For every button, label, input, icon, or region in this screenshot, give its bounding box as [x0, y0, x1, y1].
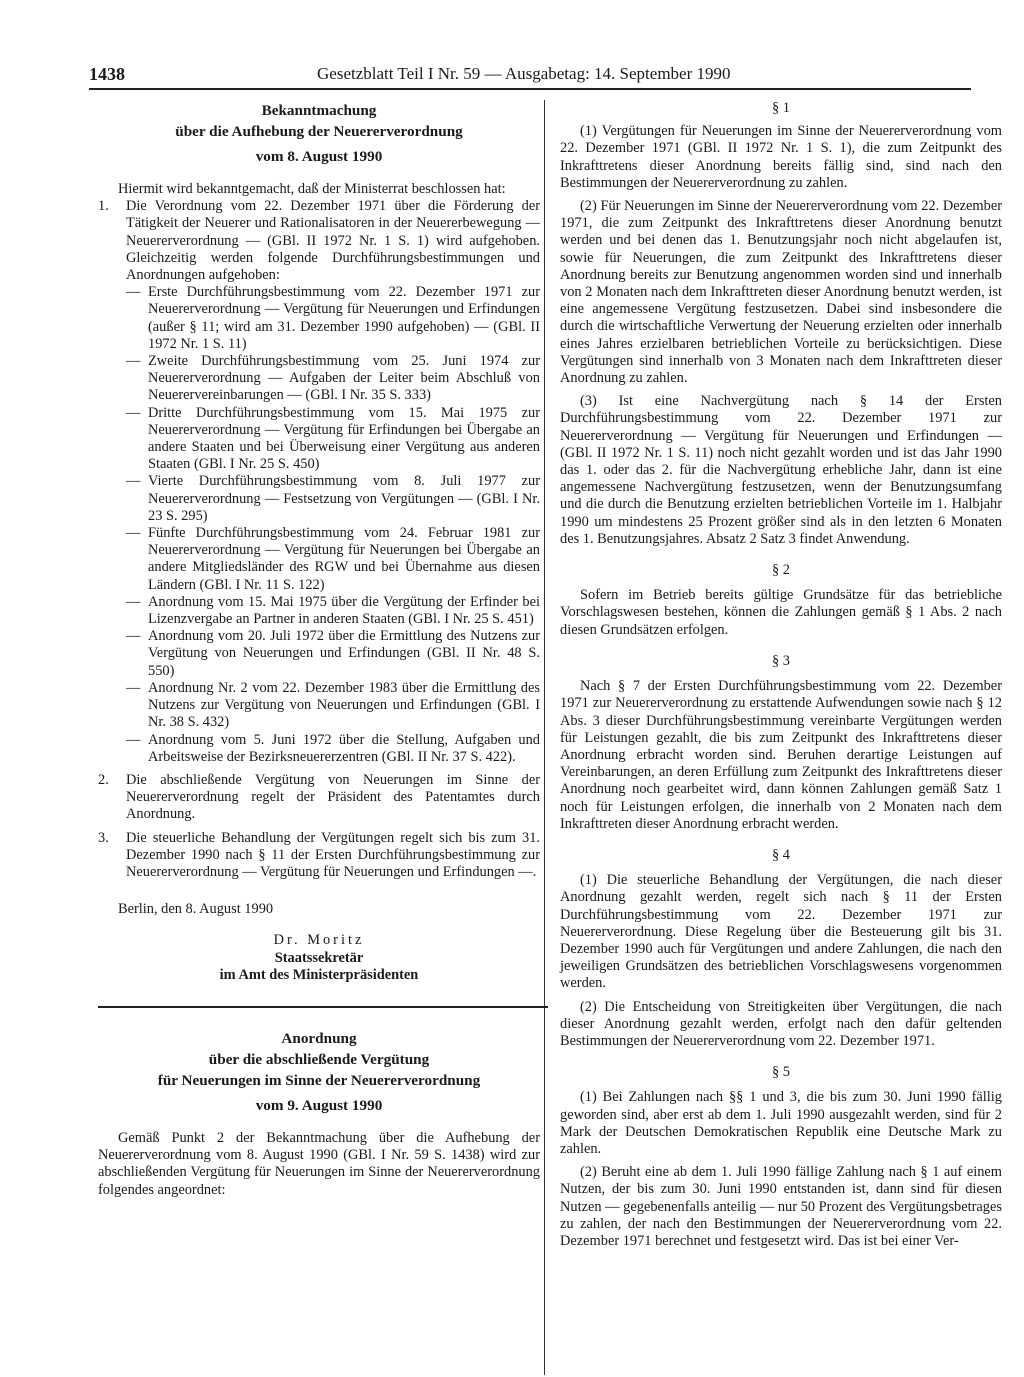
item-number: 1.	[98, 198, 109, 215]
left-column	[98, 100, 540, 1199]
item-text: Die Verordnung vom 22. Dezember 1971 über die Förderung der Tätigkeit der Neuerer und Rationalisatoren in der Neuererbewegung — Neuererverordnung — (GBl. II 1972 Nr. 1 S. 1) wird aufgehoben. Gleichzeitig werden folgende Durchführungsbestimmungen und Anordnungen aufgehoben:	[126, 198, 540, 284]
notice1-item-3	[98, 830, 540, 882]
section-5-title: § 5	[772, 1064, 790, 1081]
item-text: Die steuerliche Behandlung der Vergütungen regelt sich bis zum 31. Dezember 1990 nach § 11 der Ersten Durchführungsbestimmung zur Neuererverordnung — Vergütung für Neuerungen und Erfindungen —.	[126, 829, 540, 880]
notice1-heading-line2: über die Aufhebung der Neuererverordnung	[175, 123, 463, 140]
notice1-item-1	[98, 198, 540, 284]
right-column	[560, 100, 1002, 1250]
notice1-heading-line1: Bekanntmachung	[261, 102, 377, 119]
section-1-para-3: (3) Ist eine Nachvergütung nach § 14 der Ersten Durchführungsbestimmung vom 22. Dezember 1971 zur Neuererverordnung — Vergütung für Neuerungen und Erfindungen — (GBl. II 1972 Nr. 1 S. 11) noch nicht gezahlt worden und ist das Jahr 1990 das 1. oder das 2. für die Nachvergütung erhebliche Jahr, dann ist eine angemessene Nachvergütung festzusetzen, wenn der Benutzungsumfang und die durch die Benutzung erzielten betrieblichen Vorteile im 1. Halbjahr 1990 um mindestens 25 Prozent größer sind als in den letzten 6 Monaten des 1. Benutzungsjahres. Absatz 2 Satz 3 findet Anwendung.	[560, 393, 1002, 547]
notice1-heading	[98, 100, 540, 167]
section-4-para-2: (2) Die Entscheidung von Streitigkeiten über Vergütungen, die nach dieser Anordnung gezahlt werden, erfolgt nach den dafür geltenden Bestimmungen der Neuererverordnung vom 22. Dezember 1971.	[560, 998, 1002, 1049]
item-text: Die abschließende Vergütung von Neuerungen im Sinne der Neuererverordnung regelt der Präsident des Patentamtes durch Anordnung.	[126, 771, 540, 823]
section-5-para-2: (2) Beruht eine ab dem 1. Juli 1990 fällige Zahlung nach § 1 auf einem Nutzen, der bis zum 30. Juni 1990 entstanden ist, dann sind für diesen Nutzen — gegebenenfalls anteilig — nur 50 Prozent des Vergütungsbetrages zu zahlen, der nach den Bestimmungen der Neuererverordnung vom 22. Dezember 1971 berechnet und festgesetzt wird. Das ist bei einer Ver-	[560, 1164, 1002, 1249]
dash-item: — Vierte Durchführungsbestimmung vom 8. Juli 1977 zur Neuererverordnung — Festsetzung von Vergütungen — (GBl. I Nr. 23 S. 295)	[126, 473, 540, 524]
dash-item: — Dritte Durchführungsbestimmung vom 15. Mai 1975 zur Neuererverordnung — Vergütung für Erfindungen bei Übergabe an andere Staaten und bei Überweisung einer Vergütung aus anderen Staaten (GBl. I Nr. 25 S. 450)	[126, 404, 540, 473]
item-number: 2.	[98, 771, 109, 788]
section-2-title: § 2	[772, 562, 790, 579]
notice1-item-2	[98, 772, 540, 824]
notice2-heading	[98, 1028, 540, 1116]
page-header	[89, 62, 969, 86]
notice2-heading-line4: vom 9. August 1990	[255, 1096, 383, 1114]
signatory-office: im Amt des Ministerpräsidenten	[219, 966, 419, 983]
header-rule	[89, 88, 971, 90]
gazette-title: Gesetzblatt Teil I Nr. 59 — Ausgabetag: 14. September 1990	[317, 64, 731, 83]
dash-item: — Fünfte Durchführungsbestimmung vom 24. Februar 1981 zur Neuererverordnung — Vergütung für Neuerungen bei Übergabe an andere Mitgliedsländer des RGW und bei Übernahme aus diesen Ländern (GBl. I Nr. 11 S. 122)	[126, 525, 540, 593]
dash-item: — Anordnung vom 15. Mai 1975 über die Vergütung der Erfinder bei Lizenzvergabe an Partner in anderen Staaten (GBl. I Nr. 25 S. 451)	[126, 593, 540, 628]
notice1-intro: Hiermit wird bekanntgemacht, daß der Ministerrat beschlossen hat:	[118, 181, 506, 197]
section-1-para-2: (2) Für Neuerungen im Sinne der Neuererverordnung vom 22. Dezember 1971, die zum Zeitpunkt des Inkrafttretens dieser Anordnung benutzt werden und bei denen das 1. Benutzungsjahr noch nicht abgelaufen ist, sowie für Neuerungen, die zum Zeitpunkt des Inkrafttretens dieser Anordnung bereits zur Benutzung angenommen worden sind und innerhalb von 2 Monaten nach dem Inkrafttreten dieser Anordnung benutzt werden, ist eine angemessene Vergütung festzusetzen. Dabei sind insbesondere die durch die wirtschaftliche Verwertung der Neuerung erzielten oder innerhalb eines Jahres erzielbaren betrieblichen Vorteile zu berücksichtigen. Diese Vergütungen sind innerhalb von 3 Monaten nach dem Inkrafttreten dieser Anordnung zu zahlen.	[560, 198, 1002, 387]
notice1-heading-line3: vom 8. August 1990	[255, 148, 383, 165]
section-1-para-1: (1) Vergütungen für Neuerungen im Sinne der Neuererverordnung vom 22. Dezember 1971 (GBl. II 1972 Nr. 1 S. 1), die zum Zeitpunkt des Inkrafttretens dieser Anordnung bereits fällig sind, sind nach den Bestimmungen der Neuererverordnung zu zahlen.	[560, 123, 1002, 191]
notice2-heading-line3: für Neuerungen im Sinne der Neuererverordnung	[157, 1071, 481, 1089]
section-separator	[98, 1006, 548, 1008]
section-4-title: § 4	[772, 846, 790, 863]
section-2-para-1: Sofern im Betrieb bereits gültige Grundsätze für das betriebliche Vorschlagswesen bestehen, können die Zahlungen gemäß § 1 Abs. 2 nach diesen Grundsätzen erfolgen.	[560, 587, 1002, 638]
dash-item: — Erste Durchführungsbestimmung vom 22. Dezember 1971 zur Neuererverordnung — Vergütung für Neuerungen und Erfindungen (außer § 11; wird am 31. Dezember 1990 aufgehoben) — (GBl. II 1972 Nr. 1 S. 11)	[126, 284, 540, 352]
signatory-name: Dr. Moritz	[273, 932, 365, 949]
section-4-para-1: (1) Die steuerliche Behandlung der Vergütungen, die nach dieser Anordnung gezahlt werden, regelt sich nach § 11 der Ersten Durchführungsbestimmung vom 22. Dezember 1971 zur Neuererverordnung. Diese Regelung über die Besteuerung gilt bis 31. Dezember 1990 auch für Vergütungen und andere Zahlungen, die nach den jeweiligen Grundsätzen des betrieblichen Vorschlagswesens vorgenommen werden.	[560, 872, 1002, 992]
dash-item: — Zweite Durchführungsbestimmung vom 25. Juni 1974 zur Neuererverordnung — Aufgaben der Leiter beim Abschluß von Neuerervereinbarungen — (GBl. I Nr. 35 S. 333)	[126, 353, 540, 404]
section-3-title: § 3	[772, 652, 790, 669]
notice2-heading-line2: über die abschließende Vergütung	[208, 1050, 430, 1068]
place-date: Berlin, den 8. August 1990	[118, 901, 274, 918]
dash-item: — Anordnung Nr. 2 vom 22. Dezember 1983 über die Ermittlung des Nutzens zur Vergütung von Neuerungen und Erfindungen (GBl. I Nr. 38 S. 432)	[126, 679, 540, 731]
signatory-title: Staatssekretär	[274, 949, 364, 966]
dash-item: — Anordnung vom 20. Juli 1972 über die Ermittlung des Nutzens zur Vergütung von Neuerungen und Erfindungen (GBl. II Nr. 48 S. 550)	[126, 628, 540, 679]
section-3-para-1: Nach § 7 der Ersten Durchführungsbestimmung vom 22. Dezember 1971 zur Neuererverordnung zu erstattende Aufwendungen sowie nach § 12 Abs. 3 dieser Durchführungsbestimmung vereinbarte Vergütungen werden für Leistungen gezahlt, die bis zum Zeitpunkt des Inkrafttretens dieser Anordnung erbracht worden sind. Beruhen derartige Leistungen auf Vereinbarungen, an deren Erfüllung zum Zeitpunkt des Inkrafttretens dieser Anordnung noch gearbeitet wird, dann können Zahlungen gemäß Satz 1 noch für Leistungen erfolgen, die innerhalb von 2 Monaten nach dem Inkrafttreten dieser Anordnung erbracht werden.	[560, 678, 1002, 832]
item-number: 3.	[98, 829, 109, 846]
page-number: 1438	[89, 64, 125, 84]
notice2-intro: Gemäß Punkt 2 der Bekanntmachung über die Aufhebung der Neuererverordnung vom 8. August 1990 (GBl. I Nr. 59 S. 1438) wird zur abschließenden Vergütung für Neuerungen im Sinne der Neuererverordnung folgendes angeordnet:	[98, 1129, 540, 1198]
column-divider	[544, 100, 545, 1375]
notice2-heading-line1: Anordnung	[281, 1029, 357, 1047]
dash-item: — Anordnung vom 5. Juni 1972 über die Stellung, Aufgaben und Arbeitsweise der Bezirksneuererzentren (GBl. II Nr. 37 S. 422).	[126, 731, 540, 765]
signature-block	[98, 932, 540, 984]
section-5-para-1: (1) Bei Zahlungen nach §§ 1 und 3, die bis zum 30. Juni 1990 fällig geworden sind, aber erst ab dem 1. Juli 1990 ausgezahlt werden, sind für 2 Mark der Deutschen Demokratischen Republik eine Deutsche Mark zu zahlen.	[560, 1089, 1002, 1157]
section-1-title: § 1	[772, 100, 790, 116]
